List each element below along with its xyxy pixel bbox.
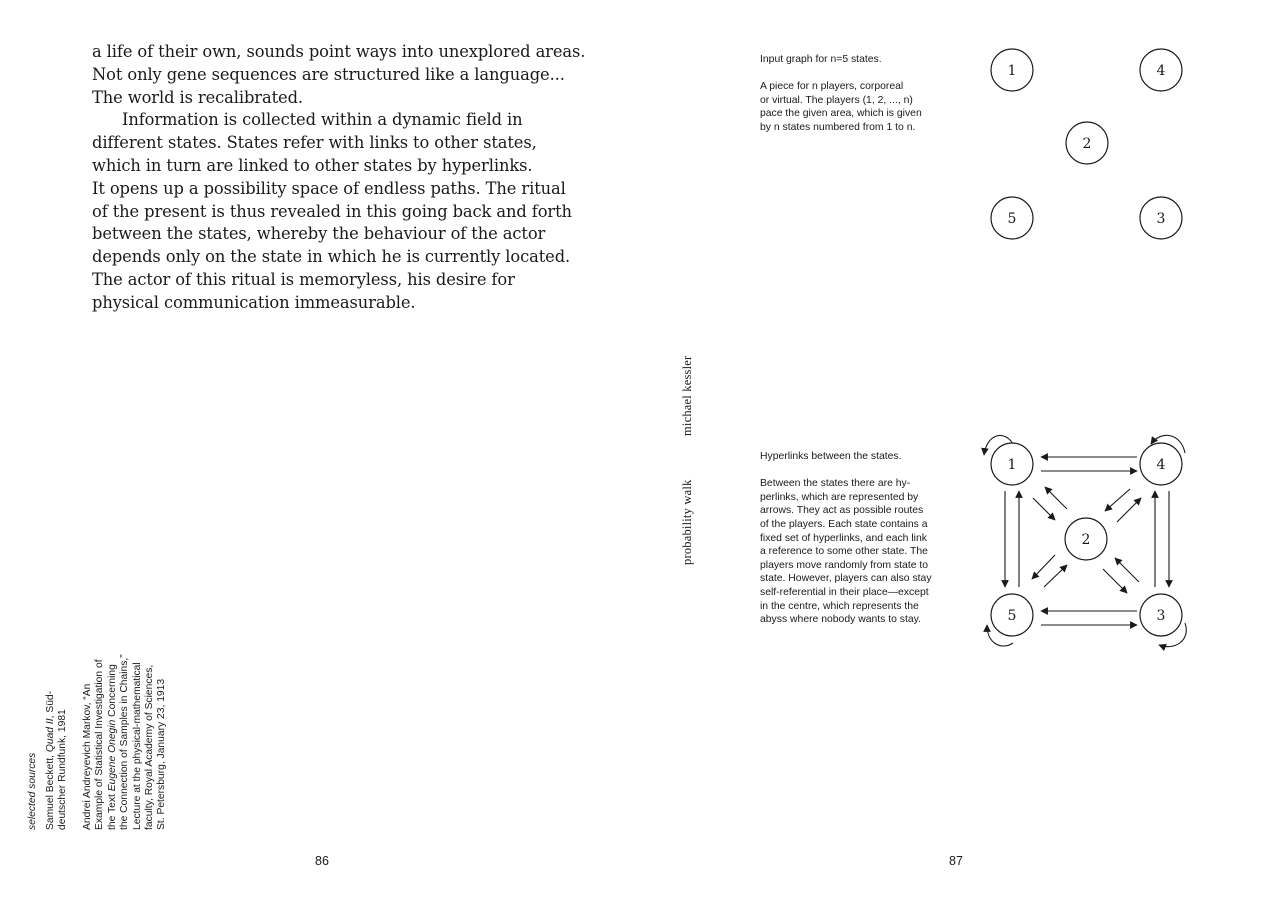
caption-line: Between the states there are hy- xyxy=(760,478,911,490)
runner-author: michael kessler xyxy=(680,355,694,436)
arrow-2-to-3 xyxy=(1103,569,1127,593)
state-label-5: 5 xyxy=(1007,608,1017,624)
sources-heading: selected sources xyxy=(27,752,38,830)
caption-line: by n states numbered from 1 to n. xyxy=(760,121,916,133)
caption-line: abyss where nobody wants to stay. xyxy=(760,614,921,626)
caption-line: fixed set of hyperlinks, and each link xyxy=(760,532,927,544)
figure1-caption xyxy=(760,53,922,135)
state-label-4: 4 xyxy=(1156,63,1166,79)
source-line: Andrei Andreyevich Markov, “An xyxy=(82,683,93,830)
hyperlink-graph xyxy=(975,425,1200,655)
state-label-4: 4 xyxy=(1156,457,1166,473)
body-line: of the present is thus revealed in this going back and forth xyxy=(92,201,572,221)
arrow-2-to-4 xyxy=(1117,498,1141,522)
arrow-4-to-2 xyxy=(1105,489,1130,511)
page-number-right: 87 xyxy=(949,854,963,868)
sources-heading-wrap xyxy=(22,753,40,830)
source-line: faculty, Royal Academy of Sciences, xyxy=(144,664,156,830)
state-label-3: 3 xyxy=(1156,608,1166,624)
runner-title: probability walk xyxy=(680,479,694,565)
source-italic: Quad II xyxy=(45,718,56,753)
source-beckett xyxy=(45,691,70,830)
state-label-3: 3 xyxy=(1156,211,1166,227)
body-line: which in turn are linked to other states by hyperlinks. xyxy=(92,155,533,175)
body-line: a life of their own, sounds point ways into unexplored areas. xyxy=(92,42,586,61)
body-line: Information is collected within a dynamic field in xyxy=(122,110,523,130)
source-line: Samuel Beckett, Quad II, Süd- xyxy=(45,690,56,830)
body-line: The actor of this ritual is memoryless, his desire for xyxy=(92,269,515,289)
source-markov xyxy=(82,654,169,830)
caption-line: of the players. Each state contains a xyxy=(760,518,928,530)
state-label-2: 2 xyxy=(1081,532,1091,548)
arrow-2-to-5 xyxy=(1032,555,1055,579)
body-line: physical communication immeasurable. xyxy=(92,292,416,312)
arrow-1-to-2 xyxy=(1033,498,1055,520)
arrow-2-to-1 xyxy=(1045,487,1067,509)
source-line: deutscher Rundfunk, 1981 xyxy=(57,709,69,830)
body-line: different states. States refer with links to other states, xyxy=(92,133,537,153)
source-line: the Connection of Samples in Chains,” xyxy=(119,654,131,830)
figure2-title: Hyperlinks between the states. xyxy=(760,451,902,462)
arrow-5-to-2 xyxy=(1044,565,1067,587)
state-label-2: 2 xyxy=(1082,136,1092,152)
caption-line: a reference to some other state. The xyxy=(760,546,928,558)
caption-line: pace the given area, which is given xyxy=(760,108,922,120)
body-line: Not only gene sequences are structured like a language... xyxy=(92,64,565,84)
body-line: It opens up a possibility space of endless paths. The ritual xyxy=(92,178,566,198)
input-graph xyxy=(980,40,1200,250)
figure2-caption xyxy=(760,450,932,627)
figure1-title: Input graph for n=5 states. xyxy=(760,54,882,65)
caption-line: arrows. They act as possible routes xyxy=(760,505,924,517)
body-line: The world is recalibrated. xyxy=(92,87,303,107)
caption-line: or virtual. The players (1, 2, ..., n) xyxy=(760,94,913,106)
source-line: Lecture at the physical-mathematical xyxy=(131,662,143,830)
caption-line: in the centre, which represents the xyxy=(760,600,919,612)
caption-line: perlinks, which are represented by xyxy=(760,491,919,503)
caption-line: self-referential in their place—except xyxy=(760,586,929,598)
source-italic: Eugene Onegin xyxy=(106,719,118,792)
runner-author-wrap xyxy=(680,356,695,436)
body-text xyxy=(92,41,586,315)
source-line: Example of Statistical Investigation of xyxy=(94,659,106,830)
caption-line: A piece for n players, corporeal xyxy=(760,81,904,93)
source-line: the Text Eugene Onegin Concerning xyxy=(106,664,118,830)
runner-title-wrap xyxy=(680,480,695,565)
body-line: depends only on the state in which he is currently located. xyxy=(92,247,571,267)
body-line: between the states, whereby the behaviour of the actor xyxy=(92,224,546,244)
state-label-5: 5 xyxy=(1007,211,1017,227)
state-label-1: 1 xyxy=(1007,457,1017,473)
caption-line: players move randomly from state to xyxy=(760,559,929,571)
arrow-3-to-2 xyxy=(1115,558,1139,582)
source-line: St. Petersburg, January 23, 1913 xyxy=(156,678,168,830)
page-number-left: 86 xyxy=(315,854,329,868)
caption-line: state. However, players can also stay xyxy=(760,573,932,585)
state-label-1: 1 xyxy=(1007,63,1017,79)
